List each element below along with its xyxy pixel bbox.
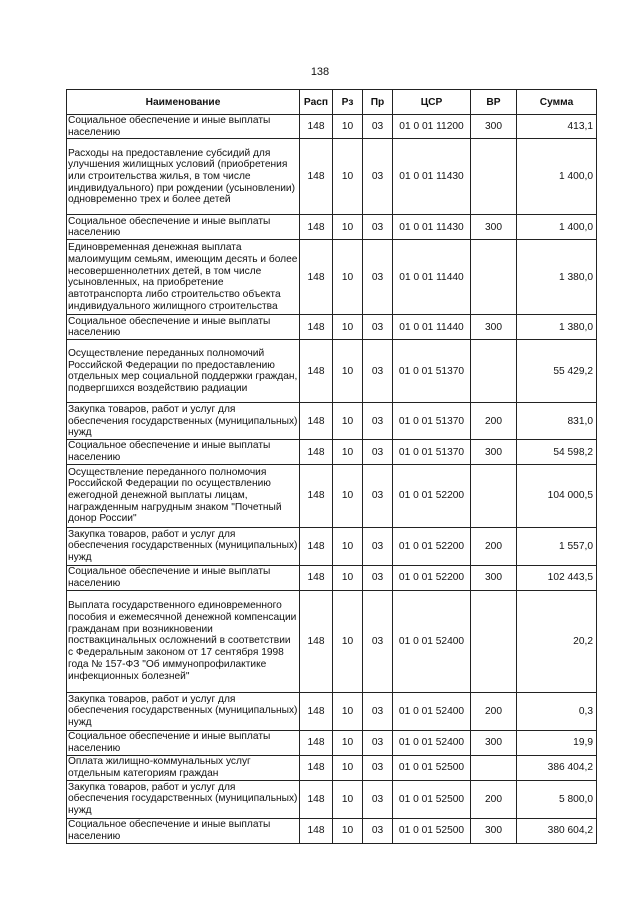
row-csr-cell: 01 0 01 51370	[393, 440, 471, 464]
table-row	[67, 403, 597, 440]
header-csr: ЦСР	[393, 90, 471, 115]
row-rasp-cell: 148	[300, 590, 333, 692]
row-sum-cell: 54 598,2	[517, 440, 597, 464]
row-rz-cell: 10	[333, 340, 363, 403]
row-rasp-cell: 148	[300, 730, 333, 755]
header-vr: ВР	[471, 90, 517, 115]
page-number: 138	[310, 66, 330, 78]
row-sum-cell: 1 400,0	[517, 215, 597, 240]
row-rasp-cell: 148	[300, 527, 333, 565]
row-vr-cell: 200	[471, 780, 517, 818]
row-vr-cell: 300	[471, 215, 517, 240]
header-rz: Рз	[333, 90, 363, 115]
row-pr-cell: 03	[363, 315, 393, 340]
row-rz-cell: 10	[333, 590, 363, 692]
row-csr-cell: 01 0 01 11200	[393, 115, 471, 139]
row-csr-cell: 01 0 01 11430	[393, 215, 471, 240]
row-name-cell: Социальное обеспечение и иные выплаты населению	[67, 818, 300, 843]
row-rasp-cell: 148	[300, 464, 333, 527]
row-pr-cell: 03	[363, 340, 393, 403]
row-sum-cell: 20,2	[517, 590, 597, 692]
row-rz-cell: 10	[333, 403, 363, 440]
row-vr-cell: 300	[471, 818, 517, 843]
row-rz-cell: 10	[333, 464, 363, 527]
table-row	[67, 730, 597, 755]
row-rz-cell: 10	[333, 565, 363, 590]
table-row	[67, 464, 597, 527]
row-pr-cell: 03	[363, 403, 393, 440]
row-rz-cell: 10	[333, 440, 363, 464]
row-pr-cell: 03	[363, 818, 393, 843]
row-vr-cell	[471, 590, 517, 692]
row-name-cell: Закупка товаров, работ и услуг для обеспечения государственных (муниципальных) нужд	[67, 780, 300, 818]
row-csr-cell: 01 0 01 11440	[393, 240, 471, 315]
row-name-cell: Единовременная денежная выплата малоимущим семьям, имеющим десять и более несовершеннолетних детей, в том числе усыновленных, на приобретение автотранспорта либо строительство объекта индивидуального жилищного строительства	[67, 240, 300, 315]
row-rasp-cell: 148	[300, 440, 333, 464]
row-vr-cell: 200	[471, 692, 517, 730]
row-rasp-cell: 148	[300, 315, 333, 340]
row-vr-cell: 300	[471, 440, 517, 464]
row-name-cell: Социальное обеспечение и иные выплаты населению	[67, 730, 300, 755]
row-rz-cell: 10	[333, 240, 363, 315]
table-row	[67, 115, 597, 139]
row-rz-cell: 10	[333, 215, 363, 240]
row-rz-cell: 10	[333, 780, 363, 818]
row-vr-cell	[471, 755, 517, 780]
row-name-cell: Социальное обеспечение и иные выплаты населению	[67, 565, 300, 590]
row-name-cell: Закупка товаров, работ и услуг для обеспечения государственных (муниципальных) нужд	[67, 527, 300, 565]
header-pr: Пр	[363, 90, 393, 115]
row-name-cell: Закупка товаров, работ и услуг для обеспечения государственных (муниципальных) нужд	[67, 692, 300, 730]
table-row	[67, 780, 597, 818]
row-csr-cell: 01 0 01 52500	[393, 780, 471, 818]
row-pr-cell: 03	[363, 115, 393, 139]
table-row	[67, 565, 597, 590]
row-sum-cell: 1 400,0	[517, 139, 597, 215]
row-pr-cell: 03	[363, 240, 393, 315]
table-header-row	[67, 90, 597, 115]
row-rz-cell: 10	[333, 115, 363, 139]
row-pr-cell: 03	[363, 440, 393, 464]
row-csr-cell: 01 0 01 11430	[393, 139, 471, 215]
row-name-cell: Расходы на предоставление субсидий для улучшения жилищных условий (приобретения или строительства жилья, в том числе индивидуального) при рождении (усыновлении) одновременно трех и более детей	[67, 139, 300, 215]
row-vr-cell: 300	[471, 115, 517, 139]
row-csr-cell: 01 0 01 52200	[393, 527, 471, 565]
row-csr-cell: 01 0 01 52400	[393, 730, 471, 755]
row-rz-cell: 10	[333, 730, 363, 755]
row-csr-cell: 01 0 01 52400	[393, 590, 471, 692]
row-sum-cell: 5 800,0	[517, 780, 597, 818]
row-vr-cell: 300	[471, 565, 517, 590]
table-row	[67, 527, 597, 565]
row-rasp-cell: 148	[300, 340, 333, 403]
row-sum-cell: 1 380,0	[517, 315, 597, 340]
row-pr-cell: 03	[363, 780, 393, 818]
row-sum-cell: 386 404,2	[517, 755, 597, 780]
row-name-cell: Социальное обеспечение и иные выплаты населению	[67, 315, 300, 340]
row-name-cell: Осуществление переданного полномочия Российской Федерации по осуществлению ежегодной денежной выплаты лицам, награжденным нагрудным знаком "Почетный донор России"	[67, 464, 300, 527]
row-name-cell: Выплата государственного единовременного пособия и ежемесячной денежной компенсации гражданам при возникновении поствакцинальных осложнений в соответствии с Федеральным законом от 17 сентября 1998 года № 157-ФЗ "Об иммунопрофилактике инфекционных болезней"	[67, 590, 300, 692]
row-sum-cell: 55 429,2	[517, 340, 597, 403]
budget-table	[66, 89, 597, 844]
row-name-cell: Оплата жилищно-коммунальных услуг отдельным категориям граждан	[67, 755, 300, 780]
row-rasp-cell: 148	[300, 755, 333, 780]
row-pr-cell: 03	[363, 590, 393, 692]
row-rasp-cell: 148	[300, 215, 333, 240]
row-rasp-cell: 148	[300, 780, 333, 818]
row-sum-cell: 19,9	[517, 730, 597, 755]
row-sum-cell: 102 443,5	[517, 565, 597, 590]
table-row	[67, 440, 597, 464]
table-row	[67, 215, 597, 240]
row-name-cell: Осуществление переданных полномочий Российской Федерации по предоставлению отдельных мер социальной поддержки граждан, подвергшихся воздействию радиации	[67, 340, 300, 403]
row-rasp-cell: 148	[300, 139, 333, 215]
row-name-cell: Социальное обеспечение и иные выплаты населению	[67, 215, 300, 240]
row-vr-cell	[471, 139, 517, 215]
row-vr-cell: 300	[471, 315, 517, 340]
row-pr-cell: 03	[363, 215, 393, 240]
table-row	[67, 240, 597, 315]
row-rasp-cell: 148	[300, 818, 333, 843]
row-rasp-cell: 148	[300, 565, 333, 590]
row-csr-cell: 01 0 01 52500	[393, 818, 471, 843]
row-pr-cell: 03	[363, 692, 393, 730]
row-rz-cell: 10	[333, 527, 363, 565]
row-name-cell: Закупка товаров, работ и услуг для обеспечения государственных (муниципальных) нужд	[67, 403, 300, 440]
table-row	[67, 755, 597, 780]
row-csr-cell: 01 0 01 52200	[393, 565, 471, 590]
row-vr-cell: 200	[471, 403, 517, 440]
header-sum: Сумма	[517, 90, 597, 115]
row-rz-cell: 10	[333, 755, 363, 780]
row-sum-cell: 104 000,5	[517, 464, 597, 527]
row-csr-cell: 01 0 01 11440	[393, 315, 471, 340]
row-sum-cell: 831,0	[517, 403, 597, 440]
row-rasp-cell: 148	[300, 240, 333, 315]
header-name: Наименование	[67, 90, 300, 115]
table-row	[67, 139, 597, 215]
row-rz-cell: 10	[333, 315, 363, 340]
table-row	[67, 340, 597, 403]
row-rz-cell: 10	[333, 692, 363, 730]
row-csr-cell: 01 0 01 52500	[393, 755, 471, 780]
row-rasp-cell: 148	[300, 115, 333, 139]
header-rasp: Расп	[300, 90, 333, 115]
row-pr-cell: 03	[363, 730, 393, 755]
row-sum-cell: 1 557,0	[517, 527, 597, 565]
row-vr-cell	[471, 240, 517, 315]
row-csr-cell: 01 0 01 51370	[393, 340, 471, 403]
row-sum-cell: 1 380,0	[517, 240, 597, 315]
row-vr-cell	[471, 340, 517, 403]
table-row	[67, 818, 597, 843]
row-csr-cell: 01 0 01 52400	[393, 692, 471, 730]
row-vr-cell: 300	[471, 730, 517, 755]
row-sum-cell: 0,3	[517, 692, 597, 730]
row-pr-cell: 03	[363, 464, 393, 527]
row-csr-cell: 01 0 01 51370	[393, 403, 471, 440]
row-rz-cell: 10	[333, 818, 363, 843]
row-name-cell: Социальное обеспечение и иные выплаты населению	[67, 115, 300, 139]
row-sum-cell: 413,1	[517, 115, 597, 139]
row-pr-cell: 03	[363, 527, 393, 565]
table-row	[67, 590, 597, 692]
row-rasp-cell: 148	[300, 692, 333, 730]
row-pr-cell: 03	[363, 755, 393, 780]
row-rasp-cell: 148	[300, 403, 333, 440]
row-sum-cell: 380 604,2	[517, 818, 597, 843]
row-csr-cell: 01 0 01 52200	[393, 464, 471, 527]
table-row	[67, 692, 597, 730]
table-row	[67, 315, 597, 340]
row-vr-cell	[471, 464, 517, 527]
row-vr-cell: 200	[471, 527, 517, 565]
row-name-cell: Социальное обеспечение и иные выплаты населению	[67, 440, 300, 464]
table-body	[67, 115, 597, 844]
row-rz-cell: 10	[333, 139, 363, 215]
row-pr-cell: 03	[363, 565, 393, 590]
row-pr-cell: 03	[363, 139, 393, 215]
